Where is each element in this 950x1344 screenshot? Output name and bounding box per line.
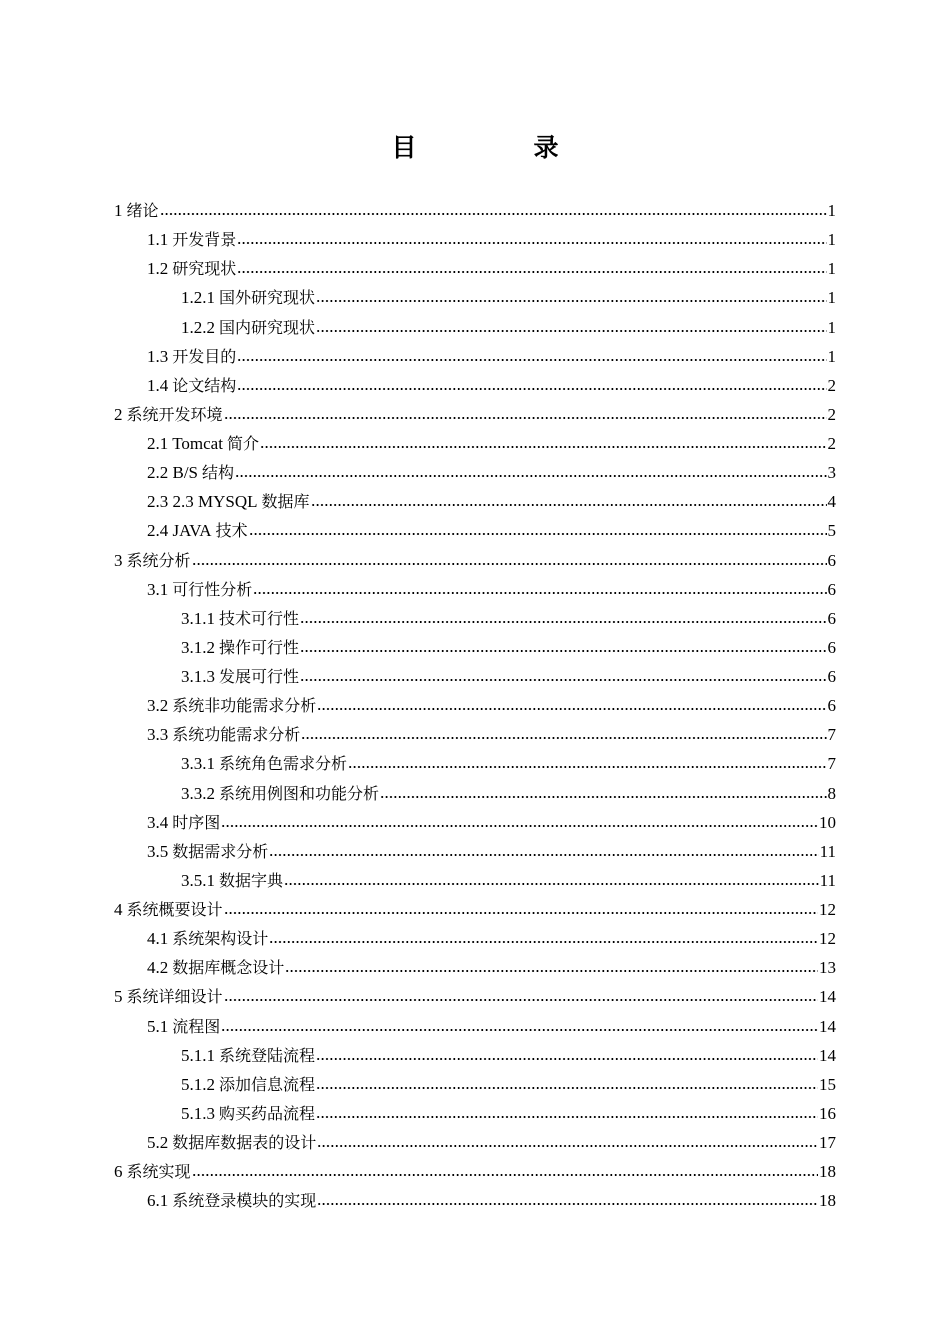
toc-entry[interactable] <box>114 400 836 429</box>
toc-entry-number: 4.1 <box>147 929 169 949</box>
toc-entry-title: 数据库 <box>261 492 310 512</box>
dot-leader <box>253 577 826 597</box>
toc-entry-title: 系统架构设计 <box>172 929 269 949</box>
toc-entry[interactable] <box>114 1128 836 1157</box>
toc-entry-title: 系统实现 <box>126 1162 191 1182</box>
toc-entry-title: 系统角色需求分析 <box>219 754 348 774</box>
toc-entry-number: 3.1.2 <box>181 637 215 657</box>
toc-entry-number: 1.3 <box>147 346 169 366</box>
toc-entry-title: 时序图 <box>172 812 221 832</box>
toc-entry-number: 2.3 2.3 MYSQL <box>147 492 258 512</box>
dot-leader <box>316 1043 818 1063</box>
toc-entry-page-number: 1 <box>827 230 836 250</box>
toc-entry[interactable] <box>114 1157 836 1186</box>
toc-entry[interactable] <box>114 487 836 516</box>
toc-entry-title: 系统登陆流程 <box>219 1045 316 1065</box>
toc-entry[interactable] <box>114 225 836 254</box>
toc-entry-page-number: 18 <box>819 1162 836 1182</box>
toc-entry-title: 流程图 <box>172 1016 221 1036</box>
toc-entry[interactable] <box>114 516 836 545</box>
toc-entry[interactable] <box>114 779 836 808</box>
toc-entry-page-number: 2 <box>827 434 836 453</box>
toc-entry[interactable] <box>114 720 836 749</box>
toc-entry[interactable] <box>114 837 836 866</box>
toc-entry-title: 简介 <box>226 434 259 453</box>
dot-leader <box>348 751 826 771</box>
toc-entry-page-number: 5 <box>827 521 836 541</box>
dot-leader <box>301 722 826 742</box>
toc-entry-page-number: 2 <box>827 404 836 424</box>
toc-entry[interactable] <box>114 866 836 895</box>
toc-entry-number: 3.1 <box>147 579 169 599</box>
toc-entry-page-number: 11 <box>819 870 836 890</box>
dot-leader <box>235 460 826 480</box>
toc-entry-number: 1.2 <box>147 259 169 279</box>
toc-entry-page-number: 6 <box>827 608 836 628</box>
dot-leader <box>249 518 827 538</box>
toc-entry-number: 5.2 <box>147 1133 169 1152</box>
toc-entry[interactable] <box>114 575 836 604</box>
dot-leader <box>317 1130 818 1150</box>
toc-entry-title: 技术 <box>215 521 248 541</box>
toc-entry-title: 发展可行性 <box>219 667 300 686</box>
toc-title: 目 录 <box>391 133 605 162</box>
toc-entry-page-number: 15 <box>819 1074 836 1094</box>
toc-entry-title: 研究现状 <box>172 259 237 279</box>
toc-entry-title: 绪论 <box>126 201 159 220</box>
toc-entry-number: 3.3.1 <box>181 754 215 774</box>
toc-entry-number: 3.1.1 <box>181 608 215 628</box>
dot-leader <box>316 285 826 305</box>
toc-entry-number: 5 <box>114 987 123 1007</box>
toc-entry-title: 购买药品流程 <box>219 1103 316 1123</box>
dot-leader <box>237 344 826 364</box>
dot-leader <box>300 606 826 626</box>
toc-entry-page-number: 6 <box>827 667 836 686</box>
toc-entry-page-number: 8 <box>827 783 836 803</box>
toc-entry-title: 操作可行性 <box>219 637 300 657</box>
toc-entry[interactable] <box>114 546 836 575</box>
toc-entry-title: 数据库概念设计 <box>172 958 285 978</box>
toc-entry-number: 5.1.1 <box>181 1045 215 1065</box>
toc-entry-number: 3.2 <box>147 696 169 716</box>
toc-entry-title: 系统概要设计 <box>126 900 223 919</box>
toc-entry[interactable] <box>114 1070 836 1099</box>
toc-entry[interactable] <box>114 196 836 225</box>
toc-entry-title: 系统分析 <box>126 550 191 570</box>
toc-entry[interactable] <box>114 1012 836 1041</box>
dot-leader <box>224 897 818 917</box>
dot-leader <box>269 839 818 859</box>
toc-entry-title: 开发背景 <box>172 230 237 250</box>
dot-leader <box>221 810 818 830</box>
toc-entry-title: 论文结构 <box>172 375 237 395</box>
toc-entry[interactable] <box>114 458 836 487</box>
dot-leader <box>160 198 827 218</box>
toc-entry-number: 1.2.1 <box>181 288 215 308</box>
dot-leader <box>300 635 826 655</box>
dot-leader <box>285 955 818 975</box>
toc-entry-page-number: 10 <box>819 812 836 832</box>
dot-leader <box>380 781 826 801</box>
toc-entry-number: 5.1 <box>147 1016 169 1036</box>
dot-leader <box>269 926 818 946</box>
toc-entry-title: 系统非功能需求分析 <box>172 696 317 716</box>
toc-entry-number: 2 <box>114 404 123 424</box>
toc-entry-page-number: 12 <box>819 929 836 949</box>
toc-entry[interactable] <box>114 691 836 720</box>
toc-entry-number: 3.3 <box>147 725 169 745</box>
toc-entry[interactable] <box>114 1041 836 1070</box>
toc-entry-number: 1 <box>114 201 123 220</box>
toc-entry-number: 6.1 <box>147 1191 169 1211</box>
toc-entry-title: 数据需求分析 <box>172 841 269 861</box>
toc-entry-page-number: 17 <box>819 1133 836 1152</box>
toc-entry[interactable] <box>114 953 836 982</box>
toc-entry-page-number: 4 <box>827 492 836 512</box>
dot-leader <box>316 1101 818 1121</box>
toc-entry[interactable] <box>114 1099 836 1128</box>
toc-entry-page-number: 6 <box>827 637 836 657</box>
toc-entry-number: 1.4 <box>147 375 169 395</box>
dot-leader <box>316 315 826 335</box>
dot-leader <box>192 1159 818 1179</box>
toc-entry[interactable] <box>114 924 836 953</box>
toc-entry-page-number: 1 <box>827 317 836 337</box>
toc-entry-page-number: 1 <box>827 346 836 366</box>
toc-entry-title: 系统功能需求分析 <box>172 725 301 745</box>
dot-leader <box>316 1072 818 1092</box>
toc-entry-title: 系统详细设计 <box>126 987 223 1007</box>
toc-entry-title: 结构 <box>202 463 235 483</box>
toc-entry-page-number: 14 <box>819 1016 836 1036</box>
toc-entry[interactable] <box>114 283 836 312</box>
dot-leader <box>300 664 826 684</box>
toc-entry-number: 3.5 <box>147 841 169 861</box>
toc-entry-page-number: 11 <box>819 841 836 861</box>
toc-entry-title: 添加信息流程 <box>219 1074 316 1094</box>
toc-entry-page-number: 12 <box>819 900 836 919</box>
toc-entry-title: 数据字典 <box>219 870 284 890</box>
toc-entry-title: 系统用例图和功能分析 <box>219 783 380 803</box>
toc-list <box>114 196 836 1215</box>
toc-entry-number: 2.1 Tomcat <box>147 434 223 453</box>
toc-entry-title: 系统开发环境 <box>126 404 223 424</box>
toc-entry[interactable] <box>114 313 836 342</box>
toc-entry-page-number: 1 <box>827 201 836 220</box>
toc-entry-page-number: 3 <box>827 463 836 483</box>
toc-entry-page-number: 16 <box>819 1103 836 1123</box>
dot-leader <box>237 373 826 393</box>
toc-entry-title: 技术可行性 <box>219 608 300 628</box>
toc-entry-title: 可行性分析 <box>172 579 253 599</box>
dot-leader <box>224 984 818 1004</box>
dot-leader <box>221 1014 818 1034</box>
toc-entry[interactable] <box>114 633 836 662</box>
toc-entry-page-number: 7 <box>827 754 836 774</box>
toc-entry[interactable] <box>114 895 836 924</box>
toc-entry-number: 6 <box>114 1162 123 1182</box>
toc-entry-title: 开发目的 <box>172 346 237 366</box>
toc-entry-number: 1.2.2 <box>181 317 215 337</box>
toc-entry-page-number: 13 <box>819 958 836 978</box>
toc-entry[interactable] <box>114 808 836 837</box>
toc-entry-number: 2.2 B/S <box>147 463 199 483</box>
toc-entry-page-number: 1 <box>827 259 836 279</box>
toc-entry-page-number: 14 <box>819 987 836 1007</box>
toc-entry[interactable] <box>114 254 836 283</box>
dot-leader <box>192 548 827 568</box>
toc-entry-number: 3.1.3 <box>181 667 215 686</box>
toc-entry-page-number: 1 <box>827 288 836 308</box>
toc-entry[interactable] <box>114 371 836 400</box>
toc-entry[interactable] <box>114 429 836 458</box>
toc-entry-number: 5.1.3 <box>181 1103 215 1123</box>
toc-entry-title: 系统登录模块的实现 <box>172 1191 317 1211</box>
toc-entry-page-number: 14 <box>819 1045 836 1065</box>
toc-entry[interactable] <box>114 749 836 778</box>
dot-leader <box>317 693 826 713</box>
dot-leader <box>237 256 826 276</box>
dot-leader <box>237 227 826 247</box>
toc-entry-page-number: 6 <box>827 696 836 716</box>
toc-entry-number: 3.4 <box>147 812 169 832</box>
toc-entry-page-number: 6 <box>827 550 836 570</box>
toc-entry-title: 国外研究现状 <box>219 288 316 308</box>
toc-entry-number: 3.5.1 <box>181 870 215 890</box>
toc-entry-number: 1.1 <box>147 230 169 250</box>
toc-entry[interactable] <box>114 342 836 371</box>
toc-entry-page-number: 2 <box>827 375 836 395</box>
dot-leader <box>224 402 827 422</box>
toc-entry-page-number: 18 <box>819 1191 836 1211</box>
toc-entry[interactable] <box>114 604 836 633</box>
toc-entry[interactable] <box>114 982 836 1011</box>
toc-entry[interactable] <box>114 1186 836 1215</box>
toc-entry-number: 4 <box>114 900 123 919</box>
toc-entry-page-number: 6 <box>827 579 836 599</box>
toc-entry-page-number: 7 <box>827 725 836 745</box>
toc-entry-number: 3.3.2 <box>181 783 215 803</box>
toc-entry-number: 3 <box>114 550 123 570</box>
toc-entry[interactable] <box>114 662 836 691</box>
dot-leader <box>317 1188 818 1208</box>
dot-leader <box>311 489 827 509</box>
toc-entry-title: 数据库数据表的设计 <box>172 1133 317 1152</box>
toc-entry-number: 4.2 <box>147 958 169 978</box>
toc-entry-number: 5.1.2 <box>181 1074 215 1094</box>
toc-entry-number: 2.4 JAVA <box>147 521 212 541</box>
dot-leader <box>284 868 819 888</box>
toc-entry-title: 国内研究现状 <box>219 317 316 337</box>
dot-leader <box>260 431 827 451</box>
